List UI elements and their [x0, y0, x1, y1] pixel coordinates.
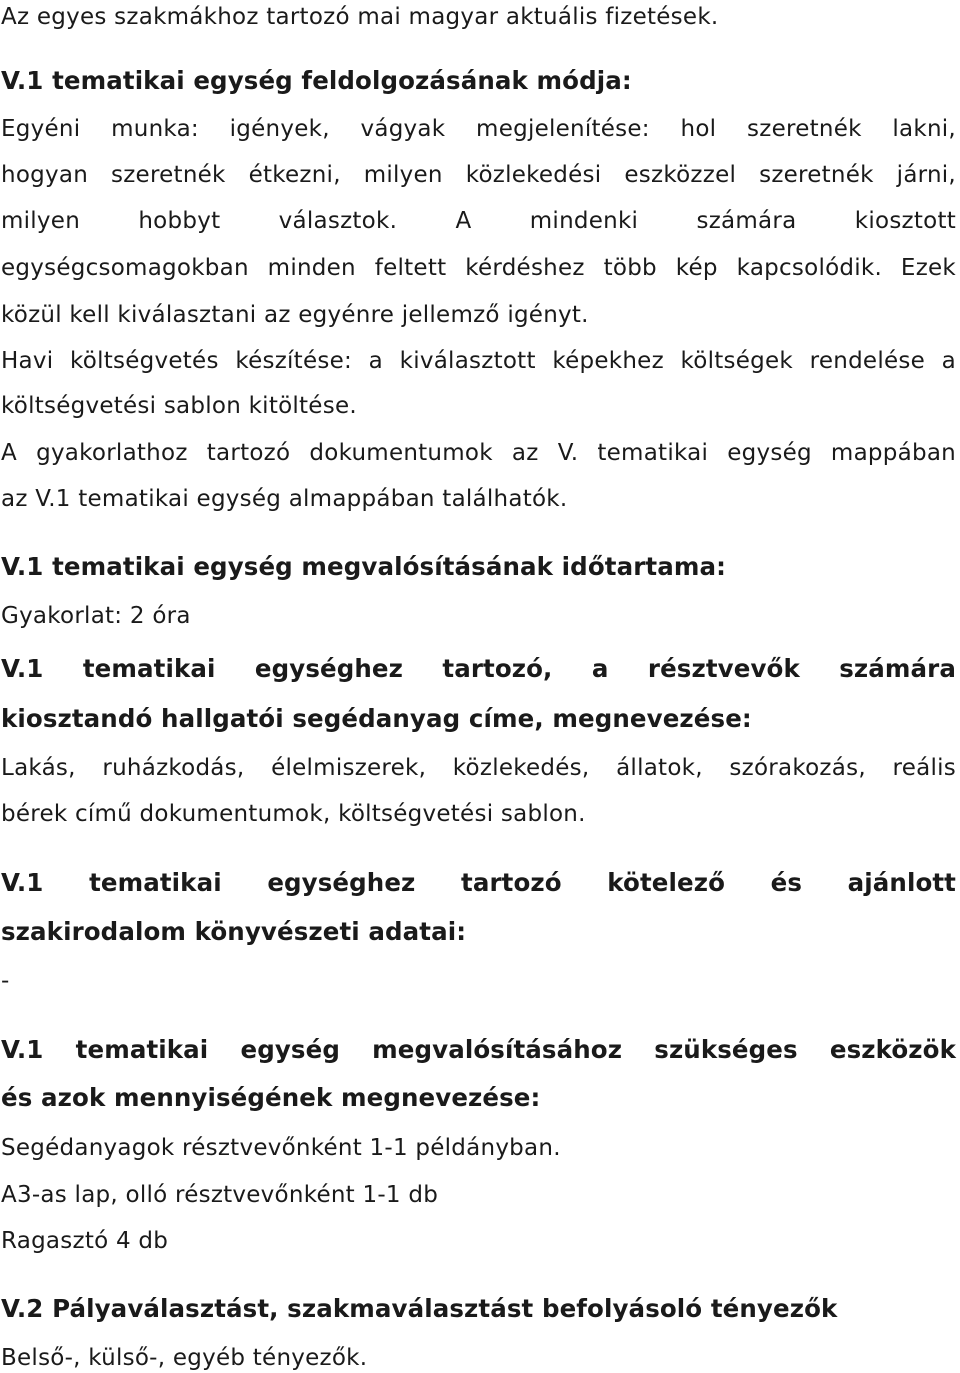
paragraph-line: Egyéni munka: igények, vágyak megjelenítése: hol szeretnék lakni,	[1, 116, 956, 142]
tools-heading-line-1: V.1 tematikai egység megvalósításához szükséges eszközök	[1, 1035, 956, 1064]
handout-heading-line-2: kiosztandó hallgatói segédanyag címe, megnevezése:	[1, 704, 752, 733]
tools-item: Segédanyagok résztvevőnként 1-1 példányban.	[1, 1135, 561, 1161]
paragraph-line: Havi költségvetés készítése: a kiválasztott képekhez költségek rendelése a	[1, 348, 956, 374]
paragraph-line: A gyakorlathoz tartozó dokumentumok az V. tematikai egység mappában	[1, 440, 956, 466]
paragraph-line: hogyan szeretnék étkezni, milyen közlekedési eszközzel szeretnék járni,	[1, 162, 956, 188]
paragraph-line: közül kell kiválasztani az egyénre jellemző igényt.	[1, 302, 589, 328]
duration-heading: V.1 tematikai egység megvalósításának időtartama:	[1, 552, 726, 581]
handout-list-line: Lakás, ruházkodás, élelmiszerek, közlekedés, állatok, szórakozás, reális	[1, 755, 956, 781]
literature-value: -	[1, 968, 10, 994]
paragraph-line: az V.1 tematikai egység almappában találhatók.	[1, 486, 568, 512]
processing-method-heading: V.1 tematikai egység feldolgozásának módja:	[1, 66, 632, 95]
paragraph-line: egységcsomagokban minden feltett kérdéshez több kép kapcsolódik. Ezek	[1, 255, 956, 281]
tools-heading-line-2: és azok mennyiségének megnevezése:	[1, 1083, 541, 1112]
career-factors-heading: V.2 Pályaválasztást, szakmaválasztást befolyásoló tényezők	[1, 1294, 838, 1323]
tools-item: Ragasztó 4 db	[1, 1228, 169, 1254]
handout-heading-line-1: V.1 tematikai egységhez tartozó, a résztvevők számára	[1, 654, 956, 683]
paragraph-line: milyen hobbyt választok. A mindenki számára kiosztott	[1, 208, 956, 234]
literature-heading-line-2: szakirodalom könyvészeti adatai:	[1, 917, 467, 946]
duration-value: Gyakorlat: 2 óra	[1, 603, 191, 629]
handout-list-line: bérek című dokumentumok, költségvetési sablon.	[1, 801, 586, 827]
paragraph-line: költségvetési sablon kitöltése.	[1, 393, 357, 419]
literature-heading-line-1: V.1 tematikai egységhez tartozó kötelező és ajánlott	[1, 868, 956, 897]
career-factors-text: Belső-, külső-, egyéb tényezők.	[1, 1345, 368, 1371]
salaries-line: Az egyes szakmákhoz tartozó mai magyar aktuális fizetések.	[1, 4, 719, 30]
tools-item: A3-as lap, olló résztvevőnként 1-1 db	[1, 1182, 439, 1208]
